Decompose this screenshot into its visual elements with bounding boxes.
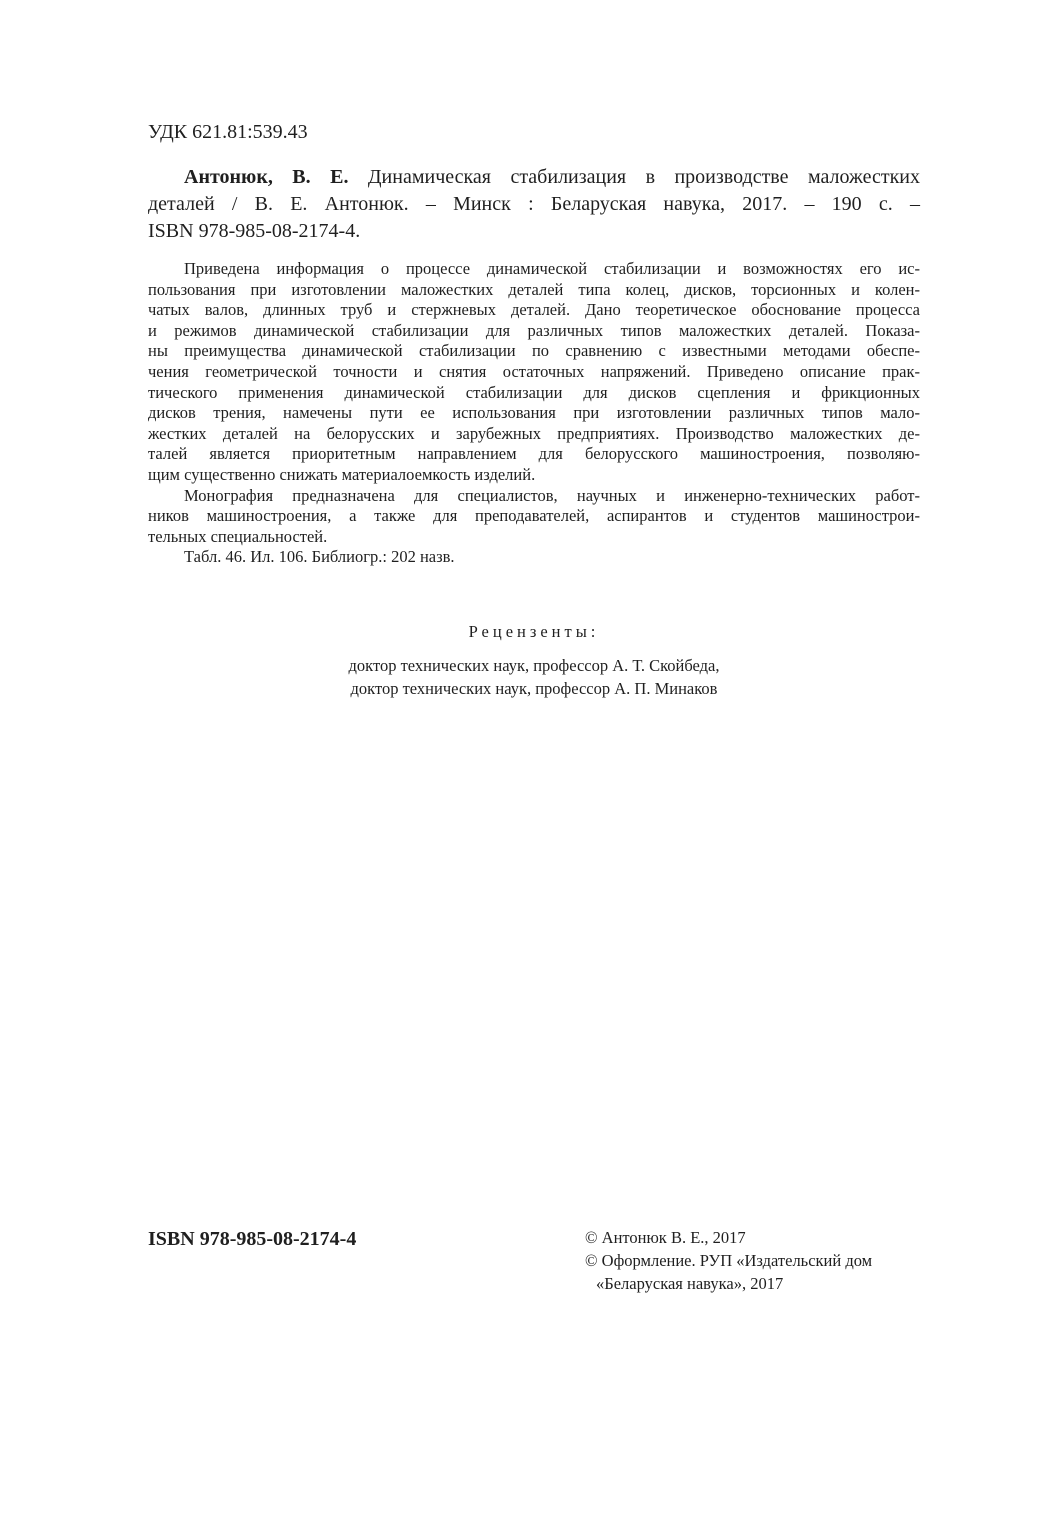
abstract-line: ны преимущества динамической стабилизации по сравнению с известными методами обеспе- <box>148 341 920 361</box>
copyright-author: © Антонюк В. Е., 2017 <box>585 1228 746 1247</box>
udc-code: УДК 621.81:539.43 <box>148 121 308 143</box>
abstract-line: талей является приоритетным направлением для белорусского машиностроения, позволяю- <box>148 444 920 464</box>
citation-author: Антонюк, В. Е. <box>184 166 349 188</box>
abstract-stats-line: Табл. 46. Ил. 106. Библиогр.: 202 назв. <box>184 547 455 567</box>
citation-line-3: ISBN 978-985-08-2174-4. <box>148 220 361 242</box>
copyright-design-cont: «Беларуская навука», 2017 <box>596 1274 784 1293</box>
abstract-line: дисков трения, намечены пути ее использования при изготовлении различных типов мало- <box>148 403 920 423</box>
reviewer-1: доктор технических наук, профессор А. Т. Скойбеда, <box>348 656 720 675</box>
abstract-line: Монография предназначена для специалистов, научных и инженерно-технических работ- <box>184 485 920 505</box>
abstract-line: жестких деталей на белорусских и зарубежных предприятиях. Производство маложестких де- <box>148 423 920 443</box>
reviewers-list <box>0 654 1058 700</box>
abstract <box>148 259 920 568</box>
abstract-line: чатых валов, длинных труб и стержневых деталей. Дано теоретическое обоснование процесса <box>148 300 920 320</box>
abstract-line: ников машиностроения, а также для преподавателей, аспирантов и студентов машинострои- <box>148 506 920 526</box>
abstract-line: щим существенно снижать материалоемкость изделий. <box>148 464 536 484</box>
abstract-line: тельных специальностей. <box>148 526 328 546</box>
abstract-line: и режимов динамической стабилизации для различных типов маложестких деталей. Показа- <box>148 320 920 340</box>
abstract-line: пользования при изготовлении маложестких деталей типа колец, дисков, торсионных и колен- <box>148 279 920 299</box>
reviewer-2: доктор технических наук, профессор А. П. Минаков <box>350 679 718 698</box>
abstract-line: Приведена информация о процессе динамической стабилизации и возможностях его ис- <box>184 259 920 278</box>
abstract-line: чения геометрической точности и снятия остаточных напряжений. Приведено описание прак- <box>148 361 920 381</box>
abstract-line: тического применения динамической стабилизации для дисков сцепления и фрикционных <box>148 382 920 402</box>
copyright-design: © Оформление. РУП «Издательский дом <box>585 1251 873 1270</box>
citation-line-1 <box>148 164 920 191</box>
citation-line-2: деталей / В. Е. Антонюк. – Минск : Беларуская навука, 2017. – 190 с. – <box>148 193 920 215</box>
isbn: ISBN 978-985-08-2174-4 <box>148 1228 357 1250</box>
citation-title: Динамическая стабилизация в производстве маложестких <box>348 166 920 188</box>
reviewers-heading: Рецензенты: <box>468 622 600 641</box>
bibliographic-citation <box>148 164 920 245</box>
copyright-block <box>585 1226 872 1295</box>
